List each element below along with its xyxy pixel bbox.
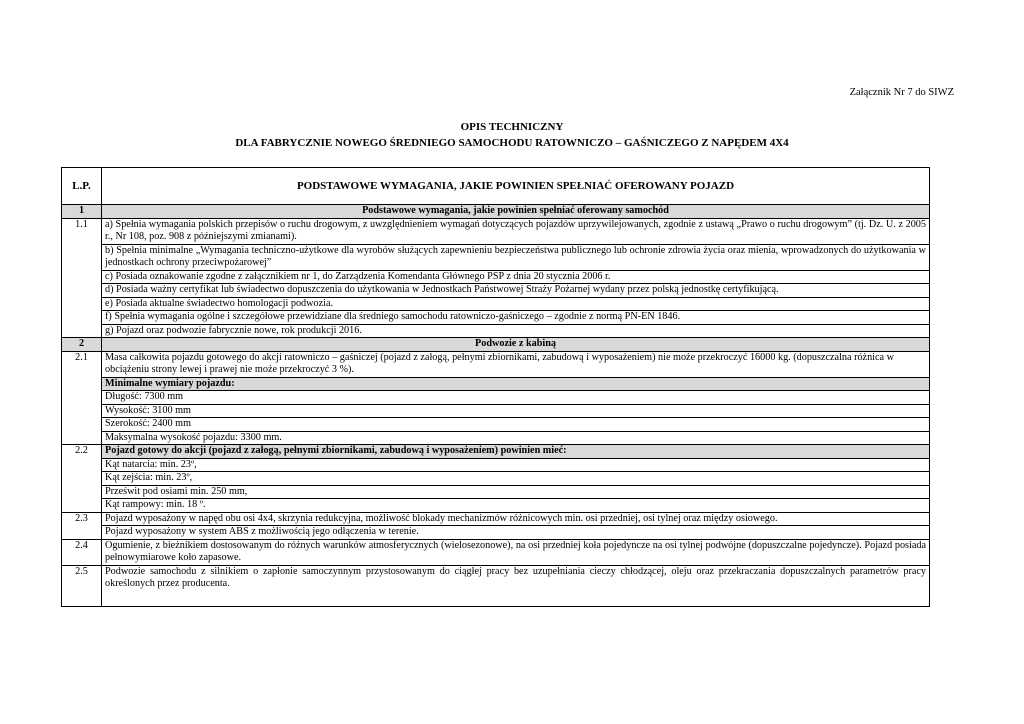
section-number: 2 — [62, 338, 102, 352]
table-row — [62, 324, 930, 338]
requirement-text: Pojazd wyposażony w system ABS z możliwością jego odłączenia w terenie. — [102, 526, 930, 540]
table-row — [62, 565, 930, 606]
table-row — [62, 472, 930, 486]
section-row — [62, 205, 930, 219]
table-row — [62, 445, 930, 459]
table-row — [62, 485, 930, 499]
table-row — [62, 539, 930, 565]
requirement-text: Wysokość: 3100 mm — [102, 404, 930, 418]
header-requirements: PODSTAWOWE WYMAGANIA, JAKIE POWINIEN SPEŁNIAĆ OFEROWANY POJAZD — [102, 168, 930, 205]
requirement-text: Kąt natarcia: min. 23º, — [102, 458, 930, 472]
header-lp: L.P. — [62, 168, 102, 205]
requirement-subheading: Pojazd gotowy do akcji (pojazd z załogą, pełnymi zbiornikami, zabudową i wyposażeniem) powinien mieć: — [102, 445, 930, 459]
row-number: 2.4 — [62, 539, 102, 565]
table-row — [62, 499, 930, 513]
table-row — [62, 297, 930, 311]
annex-label: Załącznik Nr 7 do SIWZ — [849, 87, 954, 98]
row-number: 2.2 — [62, 445, 102, 513]
table-row — [62, 244, 930, 270]
requirement-text: Pojazd wyposażony w napęd obu osi 4x4, skrzynia redukcyjna, możliwość blokady mechanizmów różnicowych min. osi przedniej, osi tylnej oraz między osiowego. — [102, 512, 930, 526]
table-row — [62, 218, 930, 244]
table-row — [62, 512, 930, 526]
requirement-text: d) Posiada ważny certyfikat lub świadectwo dopuszczenia do użytkowania w Jednostkach Państwowej Straży Pożarnej wydany przez polską jednostkę certyfikującą. — [102, 284, 930, 298]
requirement-text: f) Spełnia wymagania ogólne i szczegółowe przewidziane dla średniego samochodu ratowniczo-gaśniczego – zgodnie z normą PN-EN 1846. — [102, 311, 930, 325]
table-row — [62, 391, 930, 405]
requirement-text: Szerokość: 2400 mm — [102, 418, 930, 432]
requirement-text: Ogumienie, z bieżnikiem dostosowanym do różnych warunków atmosferycznych (wielosezonowe), na osi przedniej koła pojedyncze na osi tylnej podwójne (dopuszczalne pojedyncze). Pojazd posiada pełnowymiarowe koło zapasowe. — [102, 539, 930, 565]
section-title: Podwozie z kabiną — [102, 338, 930, 352]
requirement-text: Kąt rampowy: min. 18 º. — [102, 499, 930, 513]
requirement-subheading: Minimalne wymiary pojazdu: — [102, 377, 930, 391]
table-row — [62, 270, 930, 284]
requirement-text: Maksymalna wysokość pojazdu: 3300 mm. — [102, 431, 930, 445]
row-number: 2.5 — [62, 565, 102, 606]
document-subtitle: DLA FABRYCZNIE NOWEGO ŚREDNIEGO SAMOCHODU RATOWNICZO – GAŚNICZEGO Z NAPĘDEM 4X4 — [235, 137, 789, 149]
table-row — [62, 284, 930, 298]
row-number: 1.1 — [62, 218, 102, 338]
row-number: 2.3 — [62, 512, 102, 539]
requirement-text: g) Pojazd oraz podwozie fabrycznie nowe, rok produkcji 2016. — [102, 324, 930, 338]
requirement-text: Kąt zejścia: min. 23º, — [102, 472, 930, 486]
table-row — [62, 431, 930, 445]
section-number: 1 — [62, 205, 102, 219]
requirement-text: c) Posiada oznakowanie zgodne z załącznikiem nr 1, do Zarządzenia Komendanta Głównego PSP z dnia 20 stycznia 2006 r. — [102, 270, 930, 284]
document-title: OPIS TECHNICZNY — [460, 121, 564, 133]
table-row — [62, 311, 930, 325]
table-row — [62, 526, 930, 540]
section-row — [62, 338, 930, 352]
requirement-text: a) Spełnia wymagania polskich przepisów o ruchu drogowym, z uwzględnieniem wymagań dotyczących pojazdów uprzywilejowanych, zgodnie z ustawą „Prawo o ruchu drogowym” (tj. Dz. U. z 2005 r., Nr 108, poz. 908 z późniejszymi zmianami). — [102, 218, 930, 244]
section-title: Podstawowe wymagania, jakie powinien spełniać oferowany samochód — [102, 205, 930, 219]
table-row — [62, 458, 930, 472]
table-row — [62, 351, 930, 377]
table-row — [62, 404, 930, 418]
requirements-table — [61, 167, 930, 607]
requirement-text: Długość: 7300 mm — [102, 391, 930, 405]
table-header-row — [62, 168, 930, 205]
table-row — [62, 377, 930, 391]
requirement-text: Masa całkowita pojazdu gotowego do akcji ratowniczo – gaśniczej (pojazd z załogą, pełnymi zbiornikami, zabudową i wyposażeniem) nie może przekroczyć 16000 kg. (dopuszczalna różnica w obciążeniu strony lewej i prawej nie może przekroczyć 3 %). — [102, 351, 930, 377]
requirement-text: e) Posiada aktualne świadectwo homologacji podwozia. — [102, 297, 930, 311]
table-row — [62, 418, 930, 432]
requirement-text: Prześwit pod osiami min. 250 mm, — [102, 485, 930, 499]
row-number: 2.1 — [62, 351, 102, 445]
requirement-text: Podwozie samochodu z silnikiem o zapłonie samoczynnym przystosowanym do ciągłej pracy bez uzupełniania cieczy chłodzącej, oleju oraz przekraczania dopuszczalnych parametrów pracy określonych przez producenta. — [102, 565, 930, 606]
requirement-text: b) Spełnia minimalne „Wymagania techniczno-użytkowe dla wyrobów służących zapewnieniu bezpieczeństwa publicznego lub ochronie zdrowia życia oraz mienia, wprowadzonych do użytkowania w jednostkach ochrony przeciwpożarowej” — [102, 244, 930, 270]
